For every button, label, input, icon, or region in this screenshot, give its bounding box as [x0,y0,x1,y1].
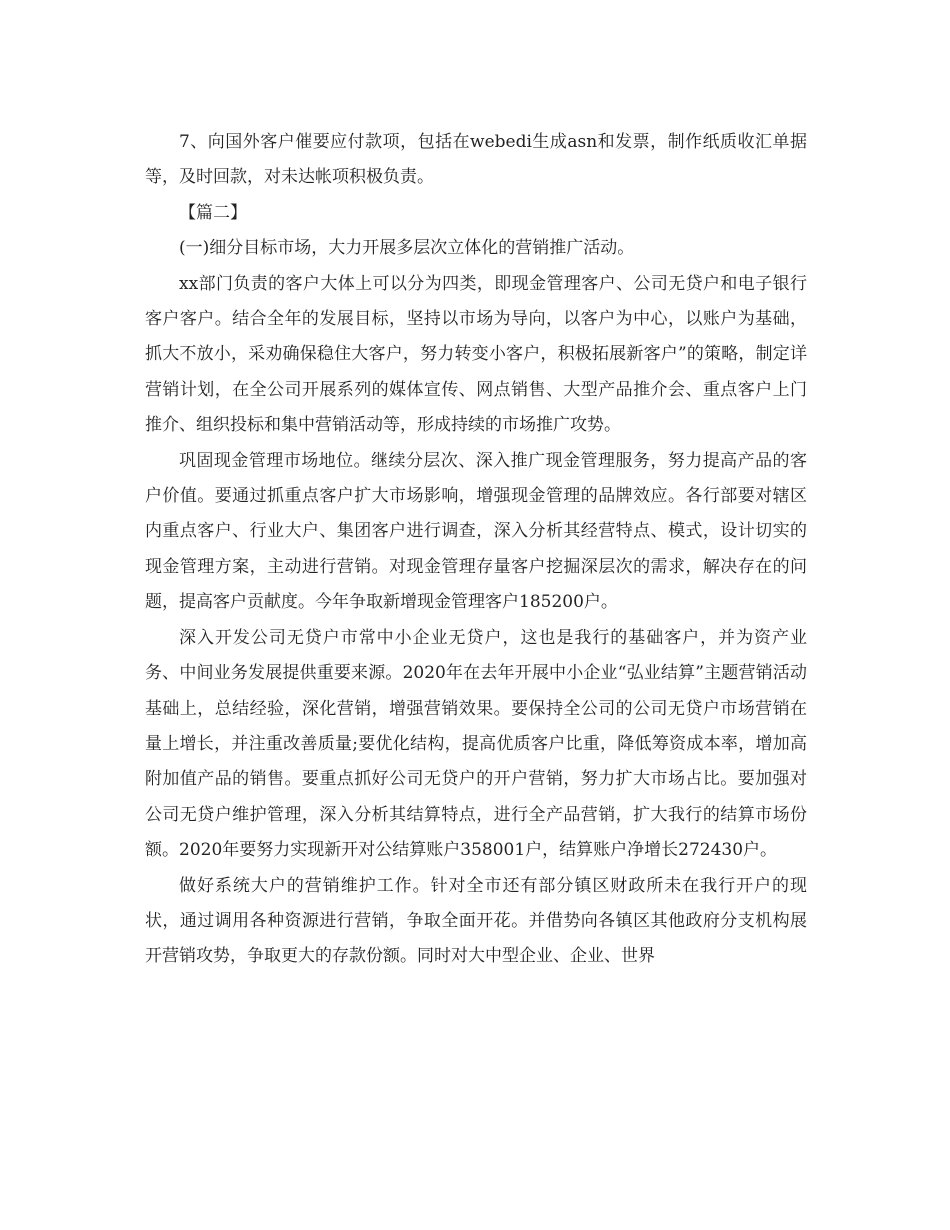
paragraph-customer-categories: xx部门负责的客户大体上可以分为四类，即现金管理客户、公司无贷户和电子银行客户客户。结合全年的发展目标，坚持以市场为导向，以客户为中心，以账户为基础，抓大不放小，采劝确保稳住大客户，努力转变小客户，积极拓展新客户”的策略，制定详营销计划，在全公司开展系列的媒体宣传、网点销售、大型产品推介会、重点客户上门推介、组织投标和集中营销活动等，形成持续的市场推广攻势。 [145,273,807,436]
subsection-heading-market-segmentation: (一)细分目标市场，大力开展多层次立体化的营销推广活动。 [179,238,635,259]
section-heading-part-two: 【篇二】 [179,202,247,223]
paragraph-item-7: 7、向国外客户催要应付款项，包括在webedi生成asn和发票，制作纸质收汇单据等，及时回款，对未达帐项积极负责。 [145,132,807,188]
paragraph-cash-management: 巩固现金管理市场地位。继续分层次、深入推广现金管理服务，努力提高产品的客户价值。要通过抓重点客户扩大市场影响，增强现金管理的品牌效应。各行部要对辖区内重点客户、行业大户、集团客户进行调查，深入分析其经营特点、模式，设计切实的现金管理方案，主动进行营销。对现金管理存量客户挖掘深层次的需求，解决存在的问题，提高客户贡献度。今年争取新增现金管理客户185200户。 [145,450,807,613]
document-body [145,125,807,975]
paragraph-non-loan-clients: 深入开发公司无贷户市常中小企业无贷户，这也是我行的基础客户，并为资产业务、中间业务发展提供重要来源。2020年在去年开展中小企业“弘业结算”主题营销活动基础上，总结经验，深化营销，增强营销效果。要保持全公司的公司无贷户市场营销在量上增长，并注重改善质量;要优化结构，提高优质客户比重，降低筹资成本率，增加高附加值产品的销售。要重点抓好公司无贷户的开户营销，努力扩大市场占比。要加强对公司无贷户维护管理，深入分析其结算特点，进行全产品营销，扩大我行的结算市场份额。2020年要努力实现新开对公结算账户358001户，结算账户净增长272430户。 [145,627,807,861]
paragraph-system-major-clients: 做好系统大户的营销维护工作。针对全市还有部分镇区财政所未在我行开户的现状，通过调用各种资源进行营销，争取全面开花。并借势向各镇区其他政府分支机构展开营销攻势，争取更大的存款份额。同时对大中型企业、企业、世界 [145,875,807,967]
